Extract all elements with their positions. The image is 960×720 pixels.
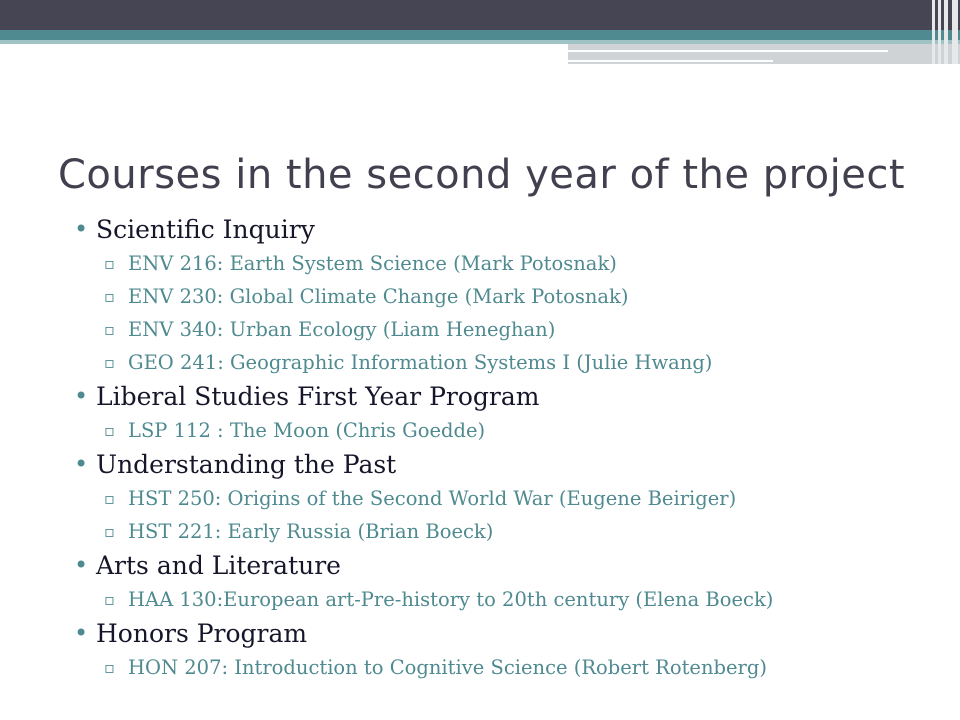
section-liberal-studies: [74, 379, 954, 447]
header-accent-line: [568, 50, 888, 52]
section-heading: [74, 447, 954, 482]
square-bullet-icon: ▫: [104, 522, 115, 541]
course-item: [74, 313, 954, 346]
course-text: ENV 216: Earth System Science (Mark Potosnak): [128, 252, 617, 275]
section-understanding-the-past: [74, 447, 954, 548]
section-heading-text: Scientific Inquiry: [96, 215, 315, 244]
bullet-icon: •: [74, 382, 89, 410]
square-bullet-icon: ▫: [104, 590, 115, 609]
course-item: [74, 280, 954, 313]
section-honors-program: [74, 616, 954, 684]
square-bullet-icon: ▫: [104, 320, 115, 339]
header-accent-line-short: [568, 60, 773, 62]
square-bullet-icon: ▫: [104, 489, 115, 508]
section-heading-text: Honors Program: [96, 619, 308, 648]
course-item: [74, 482, 954, 515]
header-stripes: [930, 0, 960, 64]
course-item: [74, 651, 954, 684]
course-item: [74, 583, 954, 616]
bullet-icon: •: [74, 551, 89, 579]
course-text: HST 250: Origins of the Second World War (Eugene Beiriger): [128, 487, 737, 510]
bullet-icon: •: [74, 450, 89, 478]
section-arts-and-literature: [74, 548, 954, 616]
course-text: GEO 241: Geographic Information Systems I (Julie Hwang): [128, 351, 713, 374]
course-item: [74, 515, 954, 548]
section-heading: [74, 616, 954, 651]
header-band-teal: [0, 30, 960, 40]
course-text: ENV 230: Global Climate Change (Mark Potosnak): [128, 285, 629, 308]
course-text: HST 221: Early Russia (Brian Boeck): [128, 520, 494, 543]
section-heading: [74, 379, 954, 414]
section-scientific-inquiry: [74, 212, 954, 379]
section-heading-text: Arts and Literature: [96, 551, 341, 580]
square-bullet-icon: ▫: [104, 353, 115, 372]
course-item: [74, 247, 954, 280]
section-heading: [74, 212, 954, 247]
course-list: [74, 212, 954, 684]
course-item: [74, 346, 954, 379]
section-heading: [74, 548, 954, 583]
bullet-icon: •: [74, 215, 89, 243]
square-bullet-icon: ▫: [104, 658, 115, 677]
section-heading-text: Liberal Studies First Year Program: [96, 382, 540, 411]
square-bullet-icon: ▫: [104, 254, 115, 273]
course-text: ENV 340: Urban Ecology (Liam Heneghan): [128, 318, 556, 341]
course-text: HON 207: Introduction to Cognitive Science (Robert Rotenberg): [128, 656, 767, 679]
header-band-dark: [0, 0, 960, 30]
course-text: LSP 112 : The Moon (Chris Goedde): [128, 419, 486, 442]
course-text: HAA 130:European art-Pre-history to 20th century (Elena Boeck): [128, 588, 774, 611]
section-heading-text: Understanding the Past: [96, 450, 397, 479]
square-bullet-icon: ▫: [104, 287, 115, 306]
square-bullet-icon: ▫: [104, 421, 115, 440]
bullet-icon: •: [74, 619, 89, 647]
slide-title: Courses in the second year of the project: [58, 152, 906, 198]
course-item: [74, 414, 954, 447]
